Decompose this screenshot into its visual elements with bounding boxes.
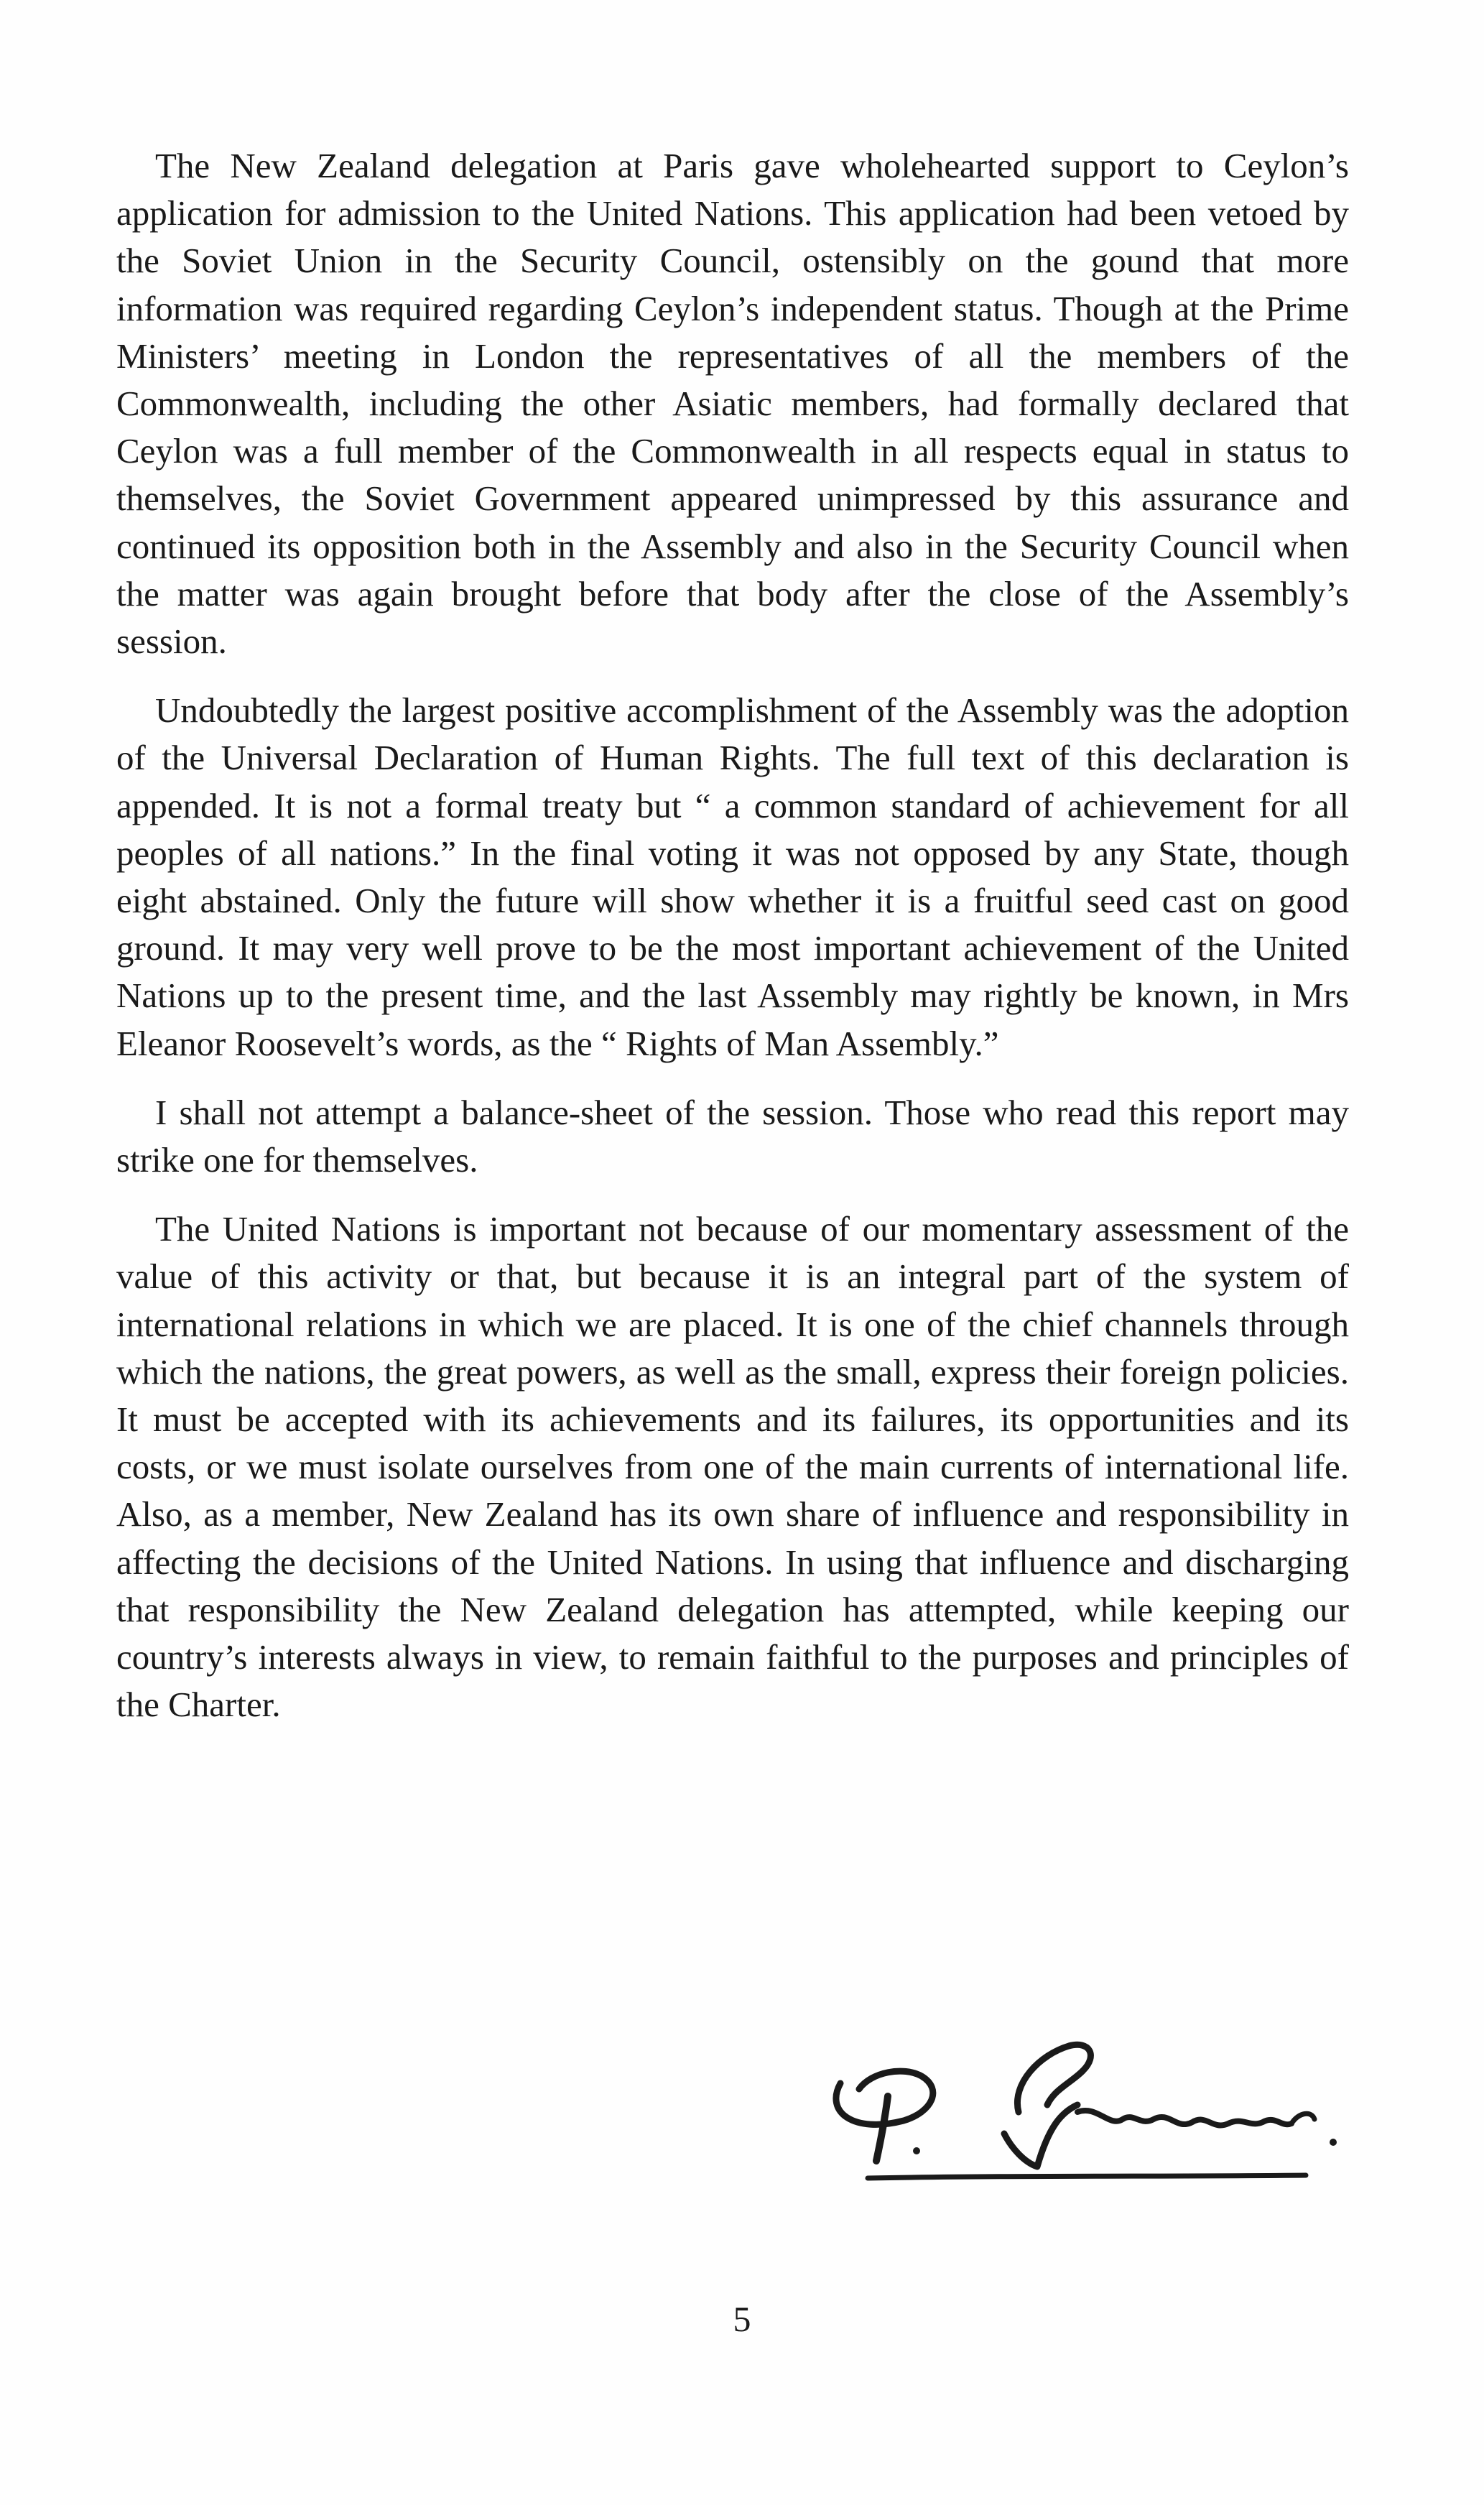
paragraph-united-nations-importance: The United Nations is important not because of our momentary assessment of the value of this activity or that, but because it is an integral part of the system of international relations in which we are placed. It is one of the chief channels through which the nations, the great powers, as well as the small, express their foreign policies. It must be accepted with its achievements and its failures, its opportunities and its costs, or we must isolate ourselves from one of the main currents of international life. Also, as a member, New Zealand has its own share of influence and responsibility in affecting the decisions of the United Nations. In using that influence and discharging that responsibility the New Zealand delegation has attempted, while keeping our country’s interests always in view, to remain faithful to the purposes and principles of the Charter. bbox=[116, 1209, 1349, 1725]
page-number: 5 bbox=[733, 2299, 751, 2339]
paragraph-balance-sheet: I shall not attempt a balance-sheet of the session. Those who read this report may strike one for themselves. bbox=[116, 1092, 1349, 1180]
signature-f-stem bbox=[1004, 2105, 1077, 2167]
signature-p-stem bbox=[876, 2096, 888, 2161]
paragraph-ceylon: The New Zealand delegation at Paris gave wholehearted support to Ceylon’s application for admission to the United Nations. This application had been vetoed by the Soviet Union in the Security Council, ostensibly on the gound that more information was required regarding Ceylon’s independent status. Though at the Prime Ministers’ meeting in London the representatives of all the members of the Commonwealth, including the other Asiatic members, had formally declared that Ceylon was a full member of the Commonwealth in all respects equal in status to themselves, the Soviet Government appeared unimpressed by this assurance and continued its opposition both in the Assembly and also in the Security Council when the matter was again brought before that body after the close of the Assembly’s session. bbox=[116, 146, 1349, 662]
signature-underline bbox=[868, 2175, 1306, 2178]
signature-image bbox=[796, 2004, 1371, 2191]
paragraph-human-rights: Undoubtedly the largest positive accomplishment of the Assembly was the adoption of the Universal Declaration of Human Rights. The full text of this declaration is appended. It is not a formal treaty but “ a common standard of achievement for all peoples of all nations.” In the final voting it was not opposed by any State, though eight abstained. Only the future will show whether it is a fruitful seed cast on good ground. It may very well prove to be the most important achievement of the United Nations up to the present time, and the last Assembly may rightly be known, in Mrs Eleanor Roosevelt’s words, as the “ Rights of Man Assembly.” bbox=[116, 690, 1349, 1063]
signature-raser bbox=[1077, 2111, 1291, 2125]
body-text bbox=[116, 142, 1349, 1751]
signature-r-tail bbox=[1291, 2113, 1314, 2124]
signature-f-loop bbox=[1017, 2045, 1090, 2112]
